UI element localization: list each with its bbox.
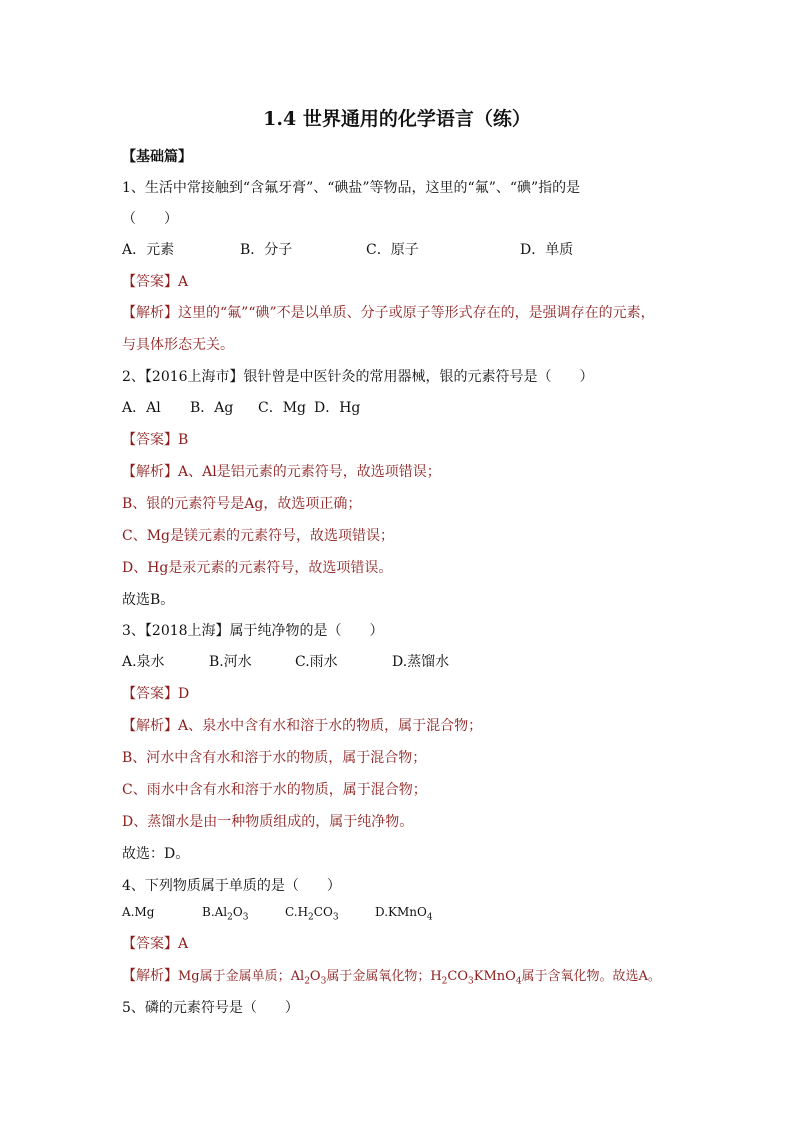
q1-option-a: A．元素 [122,242,175,258]
q3-stem: 3、【2018上海】属于纯净物的是（ ） [122,623,384,639]
q3-conclusion: 故选：D。 [122,846,190,862]
q3-option-d: D.蒸馏水 [392,654,450,670]
q2-analysis-a [122,462,441,482]
q1-analysis-line1 [122,303,655,323]
q3-options [122,652,449,672]
q4-stem: 4、下列物质属于单质的是（ ） [122,878,341,894]
analysis-text: 这里的“氟”“碘”不是以单质、分子或原子等形式存在的，是强调存在的元素， [178,305,655,321]
answer-value: D [178,686,190,702]
q2-option-c: C．Mg [258,400,307,416]
q4-option-b: $B.Al_2O_3$ [202,905,249,923]
answer-tag: 【答案】 [122,686,178,702]
analysis-text: A、Al是铝元素的元素符号，故选项错误； [178,464,441,480]
q3-analysis-c: C、雨水中含有水和溶于水的物质，属于混合物； [122,782,427,798]
q5-stem: 5、磷的元素符号是（ ） [122,1000,299,1016]
q1-stem-line2: （ ） [122,211,178,227]
answer-tag: 【答案】 [122,274,178,290]
q1-answer [122,272,188,292]
q2-analysis-d: D、Hg是汞元素的元素符号，故选项错误。 [122,560,393,576]
analysis-tag: 【解析】 [122,718,178,734]
section-heading: 【基础篇】 [122,149,192,165]
q2-stem: 2、【2016上海市】银针曾是中医针灸的常用器械，银的元素符号是（ ） [122,369,594,385]
analysis-tag: 【解析】 [122,968,178,984]
q2-analysis-c: C、Mg是镁元素的元素符号，故选项错误； [122,528,395,544]
q3-option-c: C.雨水 [295,654,338,670]
q1-options [122,240,573,260]
q3-option-b: B.河水 [209,654,252,670]
q1-analysis-line2: 与具体形态无关。 [122,337,234,353]
answer-value: A [178,936,189,952]
q1-option-d: D．单质 [520,242,574,258]
q1-option-c: C．原子 [366,242,419,258]
answer-value: A [178,274,189,290]
answer-value: B [178,432,189,448]
q2-options [122,398,360,418]
q4-analysis: 【解析】Mg属于金属单质；$Al_2O_3$属于金属氧化物；$H_2CO_3KMnO_4$属于含氧化物。故选A。 [122,968,661,987]
answer-tag: 【答案】 [122,936,178,952]
analysis-tag: 【解析】 [122,464,178,480]
q1-stem-line1: 1、生活中常接触到“含氟牙膏”、“碘盐”等物品，这里的“氟”、“碘”指的是 [122,180,581,196]
q2-answer [122,430,188,450]
page-title: 1.4 世界通用的化学语言（练） [263,108,531,130]
q3-analysis-a [122,716,482,736]
analysis-tag: 【解析】 [122,305,178,321]
q4-option-c: $C.H_2CO_3$ [285,905,339,923]
q2-option-d: D．Hg [314,400,361,416]
q4-options [122,902,433,922]
q3-analysis-b: B、河水中含有水和溶于水的物质，属于混合物； [122,750,427,766]
q2-conclusion: 故选B。 [122,592,175,608]
q2-option-a: A．Al [122,400,161,416]
q3-analysis-d: D、蒸馏水是由一种物质组成的，属于纯净物。 [122,814,414,830]
answer-tag: 【答案】 [122,432,178,448]
q3-answer [122,684,189,704]
q2-analysis-b: B、银的元素符号是Ag，故选项正确； [122,496,362,512]
q2-option-b: B．Ag [190,400,234,416]
q4-answer [122,934,188,954]
q3-option-a: A.泉水 [122,654,165,670]
q1-option-b: B．分子 [240,242,293,258]
analysis-text: A、泉水中含有水和溶于水的物质，属于混合物； [178,718,483,734]
q4-option-d: D.KMnO$_4$ [375,905,433,923]
q4-option-a: A.Mg [122,905,155,919]
